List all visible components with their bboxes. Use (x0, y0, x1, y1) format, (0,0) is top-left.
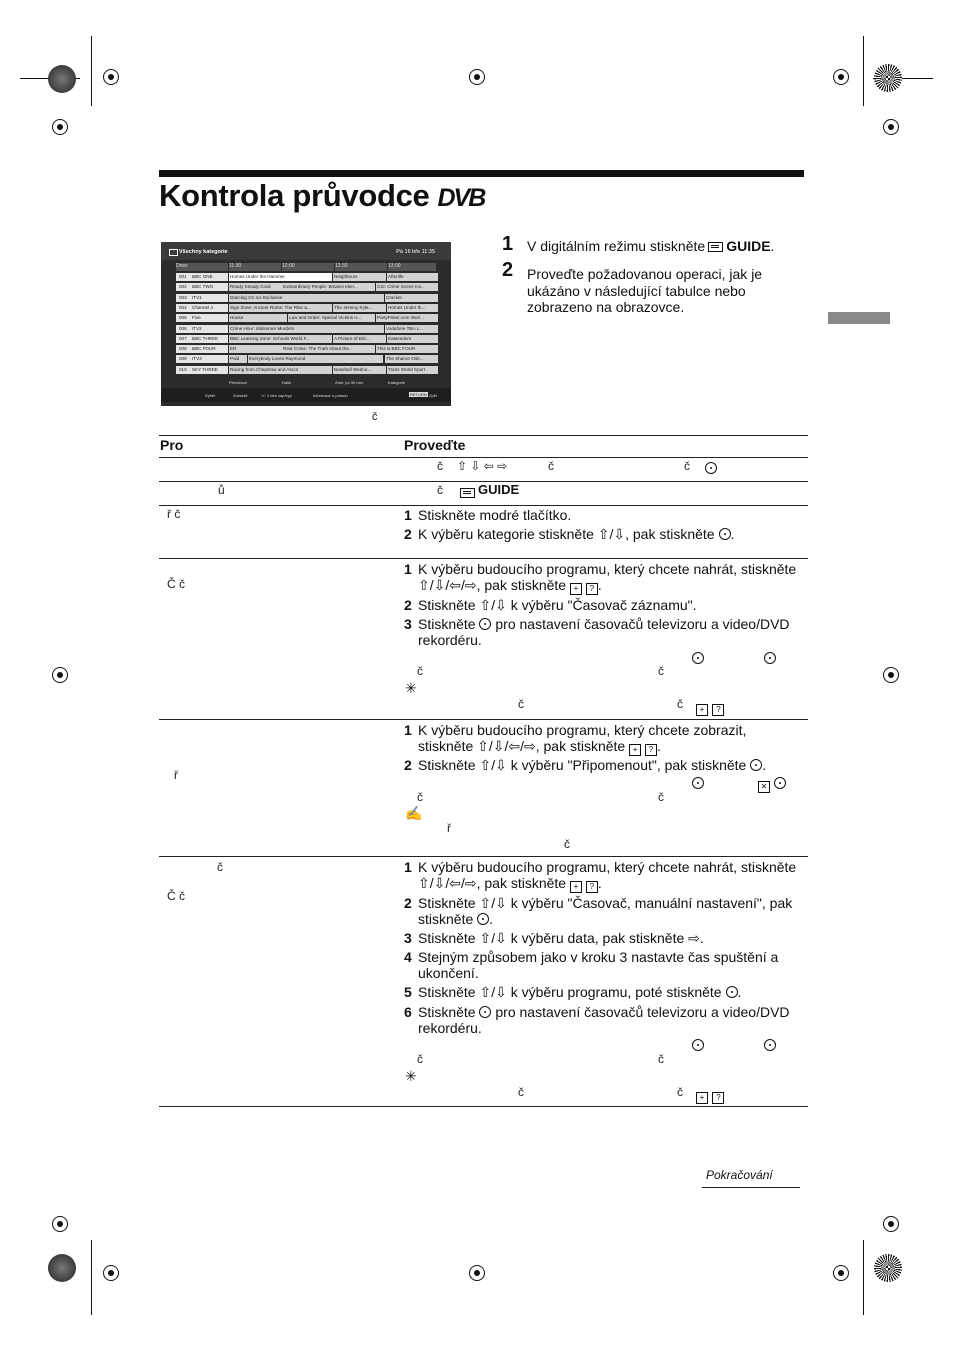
guide-program[interactable]: Crime Hour: Midsomer Murders (229, 325, 384, 333)
table-rule (159, 558, 808, 559)
guide-icon (169, 249, 178, 256)
channel-number: 003 (179, 294, 187, 300)
help-item: Informace o pořadu (313, 393, 348, 398)
text-fragment: č (437, 459, 443, 473)
step-item: 2 K výběru kategorie stiskněte ⇧/⇩, pak stiskněte . (404, 526, 735, 542)
registration-dot-icon (48, 65, 76, 93)
guide-channel (176, 283, 228, 291)
timeline-label: 13:00 (388, 263, 436, 271)
legend-item: Předchozí (229, 380, 248, 385)
channel-number: 008 (179, 346, 187, 352)
enter-button-icon (719, 528, 731, 540)
guide-row (176, 355, 451, 364)
help-item: Výběr (205, 393, 216, 398)
guide-channel (176, 294, 228, 302)
registration-crosshair-icon (48, 663, 72, 687)
continued-rule (702, 1187, 800, 1188)
guide-program[interactable]: Everybody Loves Raymond (248, 355, 383, 363)
registration-crosshair-icon (99, 1261, 123, 1285)
enter-button-icon (477, 913, 489, 925)
channel-name: BBC TWO (192, 284, 214, 290)
reminder-icon: ✕ (758, 781, 770, 793)
guide-channel (176, 366, 228, 374)
guide-program[interactable]: Afterlife (387, 273, 438, 281)
help-button-icon: ? (586, 583, 598, 595)
guide-date: Pá 16 bře 11:35 (396, 249, 435, 255)
guide-program[interactable]: Real Crime: The Truth About the... (282, 345, 375, 353)
channel-name: Channel 4 (192, 304, 213, 310)
crop-mark (863, 36, 864, 106)
guide-program[interactable]: Vodafone TBA L... (385, 325, 438, 333)
channel-name: BBC ONE (192, 274, 213, 279)
channel-number: 001 (179, 274, 187, 279)
step-item: 1 K výběru budoucího programu, který chcete nahrát, stiskněte ⇧/⇩/⇦/⇨, pak stiskněte + ? . (404, 561, 797, 593)
guide-channel (176, 325, 228, 333)
guide-program[interactable]: Extraordinary People: Britains Iden... (282, 283, 375, 291)
text-fragment: č (417, 790, 423, 804)
text-fragment: č (684, 459, 690, 473)
note-icon: ✍ (405, 805, 423, 821)
info-button-icon: + (696, 704, 708, 716)
registration-crosshair-icon (829, 1261, 853, 1285)
guide-program[interactable]: Cracker (385, 294, 438, 302)
guide-header (161, 242, 451, 260)
legend-item: Zobr. po 30 min. (335, 380, 364, 385)
text-fragment: č (658, 1052, 664, 1066)
text-fragment: č (217, 860, 223, 874)
guide-program[interactable]: ER (229, 345, 282, 353)
guide-program[interactable]: Eastenders (387, 335, 438, 343)
channel-number: 010 (179, 366, 187, 372)
caption-fragment: č (372, 411, 378, 423)
return-key: RETURN (410, 392, 427, 397)
registration-crosshair-icon (48, 115, 72, 139)
guide-program[interactable]: House (229, 314, 287, 322)
tip-icon: ✳ (405, 1068, 417, 1084)
guide-screenshot (161, 242, 451, 406)
help-item: Zpět (429, 393, 438, 398)
continued-label: Pokračování (706, 1168, 773, 1182)
guide-row (176, 325, 451, 334)
guide-category: Všechny kategorie (179, 249, 228, 255)
guide-channel (176, 355, 228, 363)
enter-button-icon (479, 618, 491, 630)
help-item: Zobrazit (233, 393, 248, 398)
text-fragment: Č č (167, 889, 185, 903)
registration-crosshair-icon (879, 663, 903, 687)
table-header-pro: Pro (160, 437, 184, 453)
step-item: 6 Stiskněte pro nastavení časovačů televizoru a video/DVD rekordéru. (404, 1004, 790, 1036)
text-fragment: č (548, 459, 554, 473)
text-fragment: ů (218, 483, 225, 497)
guide-program[interactable]: BBC Learning Zone: Schools World F... (229, 335, 332, 343)
guide-channel (176, 304, 228, 312)
channel-name: ITV3 (192, 356, 202, 362)
registration-crosshair-icon (829, 65, 853, 89)
channel-name: Five (192, 315, 201, 321)
guide-key: GUIDE (726, 238, 771, 254)
guide-program[interactable]: This is BBC FOUR (376, 345, 438, 353)
text-fragment: č (417, 664, 423, 678)
guide-program[interactable]: Ready Steady Cook (229, 283, 282, 291)
tip-icon: ✳ (405, 680, 417, 696)
guide-program[interactable]: Law and Order: Special Victims U... (288, 314, 375, 322)
crop-mark (863, 1240, 864, 1315)
enter-button-icon (705, 462, 717, 474)
guide-button-icon (708, 242, 723, 252)
guide-program[interactable]: The Sharon Osb... (385, 355, 438, 363)
text-fragment: č (658, 790, 664, 804)
timeline-label: 11:30 (229, 263, 281, 271)
text-fragment: č (518, 697, 524, 711)
guide-row (176, 366, 451, 375)
guide-program[interactable]: Homes Under the Hammer (229, 273, 332, 281)
page-title: Kontrola průvodce DVB (159, 178, 485, 213)
enter-button-icon (750, 759, 762, 771)
dvb-logo: DVB (437, 184, 485, 212)
text-fragment: č (417, 1052, 423, 1066)
step-item: 4 Stejným způsobem jako v kroku 3 nastavte čas spuštění a ukončení. (404, 949, 779, 981)
table-header-provedte: Proveďte (404, 437, 466, 453)
text-fragment: ř č (167, 507, 181, 521)
text-fragment: č (677, 697, 683, 711)
timer-icon (692, 777, 704, 789)
arrow-keys-icon: ⇧ ⇩ ⇦ ⇨ (457, 459, 508, 473)
help-button-icon: ? (712, 1092, 724, 1104)
step-item: 3 Stiskněte ⇧/⇩ k výběru data, pak stiskněte ⇨. (404, 930, 704, 946)
legend-item: Kategorie (388, 380, 406, 385)
guide-program[interactable]: Dancing On Ice Exclusive (229, 294, 384, 302)
channel-number: 009 (179, 356, 187, 362)
guide-row (176, 345, 451, 354)
step-item: 2 Stiskněte ⇧/⇩ k výběru "Připomenout", pak stiskněte . (404, 757, 767, 773)
channel-name: ITV2 (192, 325, 202, 331)
registration-crosshair-icon (99, 65, 123, 89)
info-button-icon: + (629, 744, 641, 756)
guide-program[interactable]: Trans World Sport (387, 366, 438, 374)
step-item: 2 Stiskněte ⇧/⇩ k výběru "Časovač záznamu". (404, 597, 697, 613)
timeline-label: 12:30 (335, 263, 387, 271)
registration-crosshair-icon (879, 1212, 903, 1236)
info-button-icon: + (570, 881, 582, 893)
guide-channel (176, 314, 228, 322)
step-item: 3 Stiskněte pro nastavení časovačů televizoru a video/DVD rekordéru. (404, 616, 790, 648)
crop-mark (91, 36, 92, 106)
channel-number: 007 (179, 335, 187, 341)
guide-program[interactable]: Baseball Wedne... (333, 366, 386, 374)
channel-name: SKY THREE (192, 366, 218, 372)
channel-number: 002 (179, 284, 187, 290)
guide-program[interactable]: PartyPoker.com Worl... (376, 314, 438, 322)
registration-dot-icon (48, 1254, 76, 1282)
table-rule (159, 435, 808, 436)
help-button-icon: ? (586, 881, 598, 893)
guide-row (176, 283, 451, 292)
legend-item: Další (282, 380, 292, 385)
guide-channel (176, 273, 228, 281)
step-item: 1 Stiskněte modré tlačítko. (404, 507, 572, 523)
step-text: V digitálním režimu stiskněte GUIDE. (527, 238, 775, 254)
registration-crosshair-icon (465, 1261, 489, 1285)
channel-name: BBC THREE (192, 335, 219, 341)
step-item: 2 Stiskněte ⇧/⇩ k výběru "Časovač, manuální nastavení", pak stiskněte . (404, 895, 793, 927)
timeline-label: 12:00 (282, 263, 334, 271)
table-rule (159, 505, 808, 506)
text-fragment: č (437, 483, 443, 497)
step-text: Proveďte požadovanou operaci, jak je ukázáno v následující tabulce nebo zobrazeno na obrazovce. (527, 266, 763, 315)
guide-button-icon (460, 488, 475, 498)
timer-icon (692, 652, 704, 664)
guide-channel (176, 335, 228, 343)
guide-row (176, 273, 451, 282)
text-fragment: ř (447, 821, 451, 835)
registration-crosshair-icon (465, 65, 489, 89)
guide-program[interactable]: Paid (229, 355, 247, 363)
guide-key: GUIDE (478, 482, 520, 497)
help-button-icon: ? (712, 704, 724, 716)
timer-icon (692, 1039, 704, 1051)
guide-legend (161, 376, 451, 388)
timer-record-icon (764, 1039, 776, 1051)
info-button-icon: + (570, 583, 582, 595)
guide-row (176, 304, 451, 313)
step-number: 2 (502, 259, 514, 281)
text-fragment: č (518, 1085, 524, 1099)
guide-row (176, 294, 451, 303)
enter-button-icon (726, 986, 738, 998)
step-item: 1 K výběru budoucího programu, který chcete zobrazit, stiskněte ⇧/⇩/⇦/⇨, pak stiskněte + ? . (404, 722, 747, 754)
guide-program[interactable]: Sign Zone: Ancient Rome: The Rise a... (229, 304, 332, 312)
help-button-icon: ? (645, 744, 657, 756)
guide-program[interactable]: CSI: Crime Scene Inv... (376, 283, 438, 291)
registration-burst-icon (874, 1254, 902, 1282)
guide-row (176, 314, 451, 323)
step-item: 5 Stiskněte ⇧/⇩ k výběru programu, poté stiskněte . (404, 984, 742, 1000)
step-item: 1 K výběru budoucího programu, který chcete nahrát, stiskněte ⇧/⇩/⇦/⇨, pak stiskněte + ? . (404, 859, 797, 891)
channel-number: 006 (179, 325, 187, 331)
guide-row (176, 335, 451, 344)
timeline-label: Dnes (176, 263, 228, 271)
table-rule (159, 1106, 808, 1107)
registration-burst-icon (874, 64, 902, 92)
guide-program[interactable]: Neighbours (333, 273, 386, 281)
timer-icon (774, 777, 786, 789)
channel-number: 005 (179, 315, 187, 321)
table-rule (159, 719, 808, 720)
title-rule (159, 170, 804, 177)
info-button-icon: + (696, 1092, 708, 1104)
timer-record-icon (764, 652, 776, 664)
guide-help-bar (161, 388, 451, 402)
guide-program[interactable]: Racing from Chepstow and Ascot (229, 366, 332, 374)
registration-crosshair-icon (48, 1212, 72, 1236)
text-fragment: ř (174, 768, 178, 782)
section-tab (828, 312, 890, 324)
guide-channel (176, 345, 228, 353)
text-fragment: Č č (167, 577, 185, 591)
guide-program[interactable]: The Jeremy Kyle... (333, 304, 386, 312)
table-rule (159, 856, 808, 857)
step-number: 1 (502, 233, 514, 255)
crop-mark (91, 1240, 92, 1315)
help-item: +/- 1 den zap/vyp (261, 393, 292, 398)
text-fragment: č (658, 664, 664, 678)
text-fragment: č (677, 1085, 683, 1099)
guide-program[interactable]: Homes Under th... (387, 304, 438, 312)
text-fragment: č (564, 837, 570, 851)
table-rule (159, 457, 808, 458)
channel-name: BBC FOUR (192, 346, 216, 352)
channel-name: ITV1 (192, 294, 202, 300)
channel-number: 004 (179, 304, 187, 310)
guide-program[interactable]: A Picture of Brit... (333, 335, 386, 343)
registration-crosshair-icon (879, 115, 903, 139)
enter-button-icon (479, 1006, 491, 1018)
